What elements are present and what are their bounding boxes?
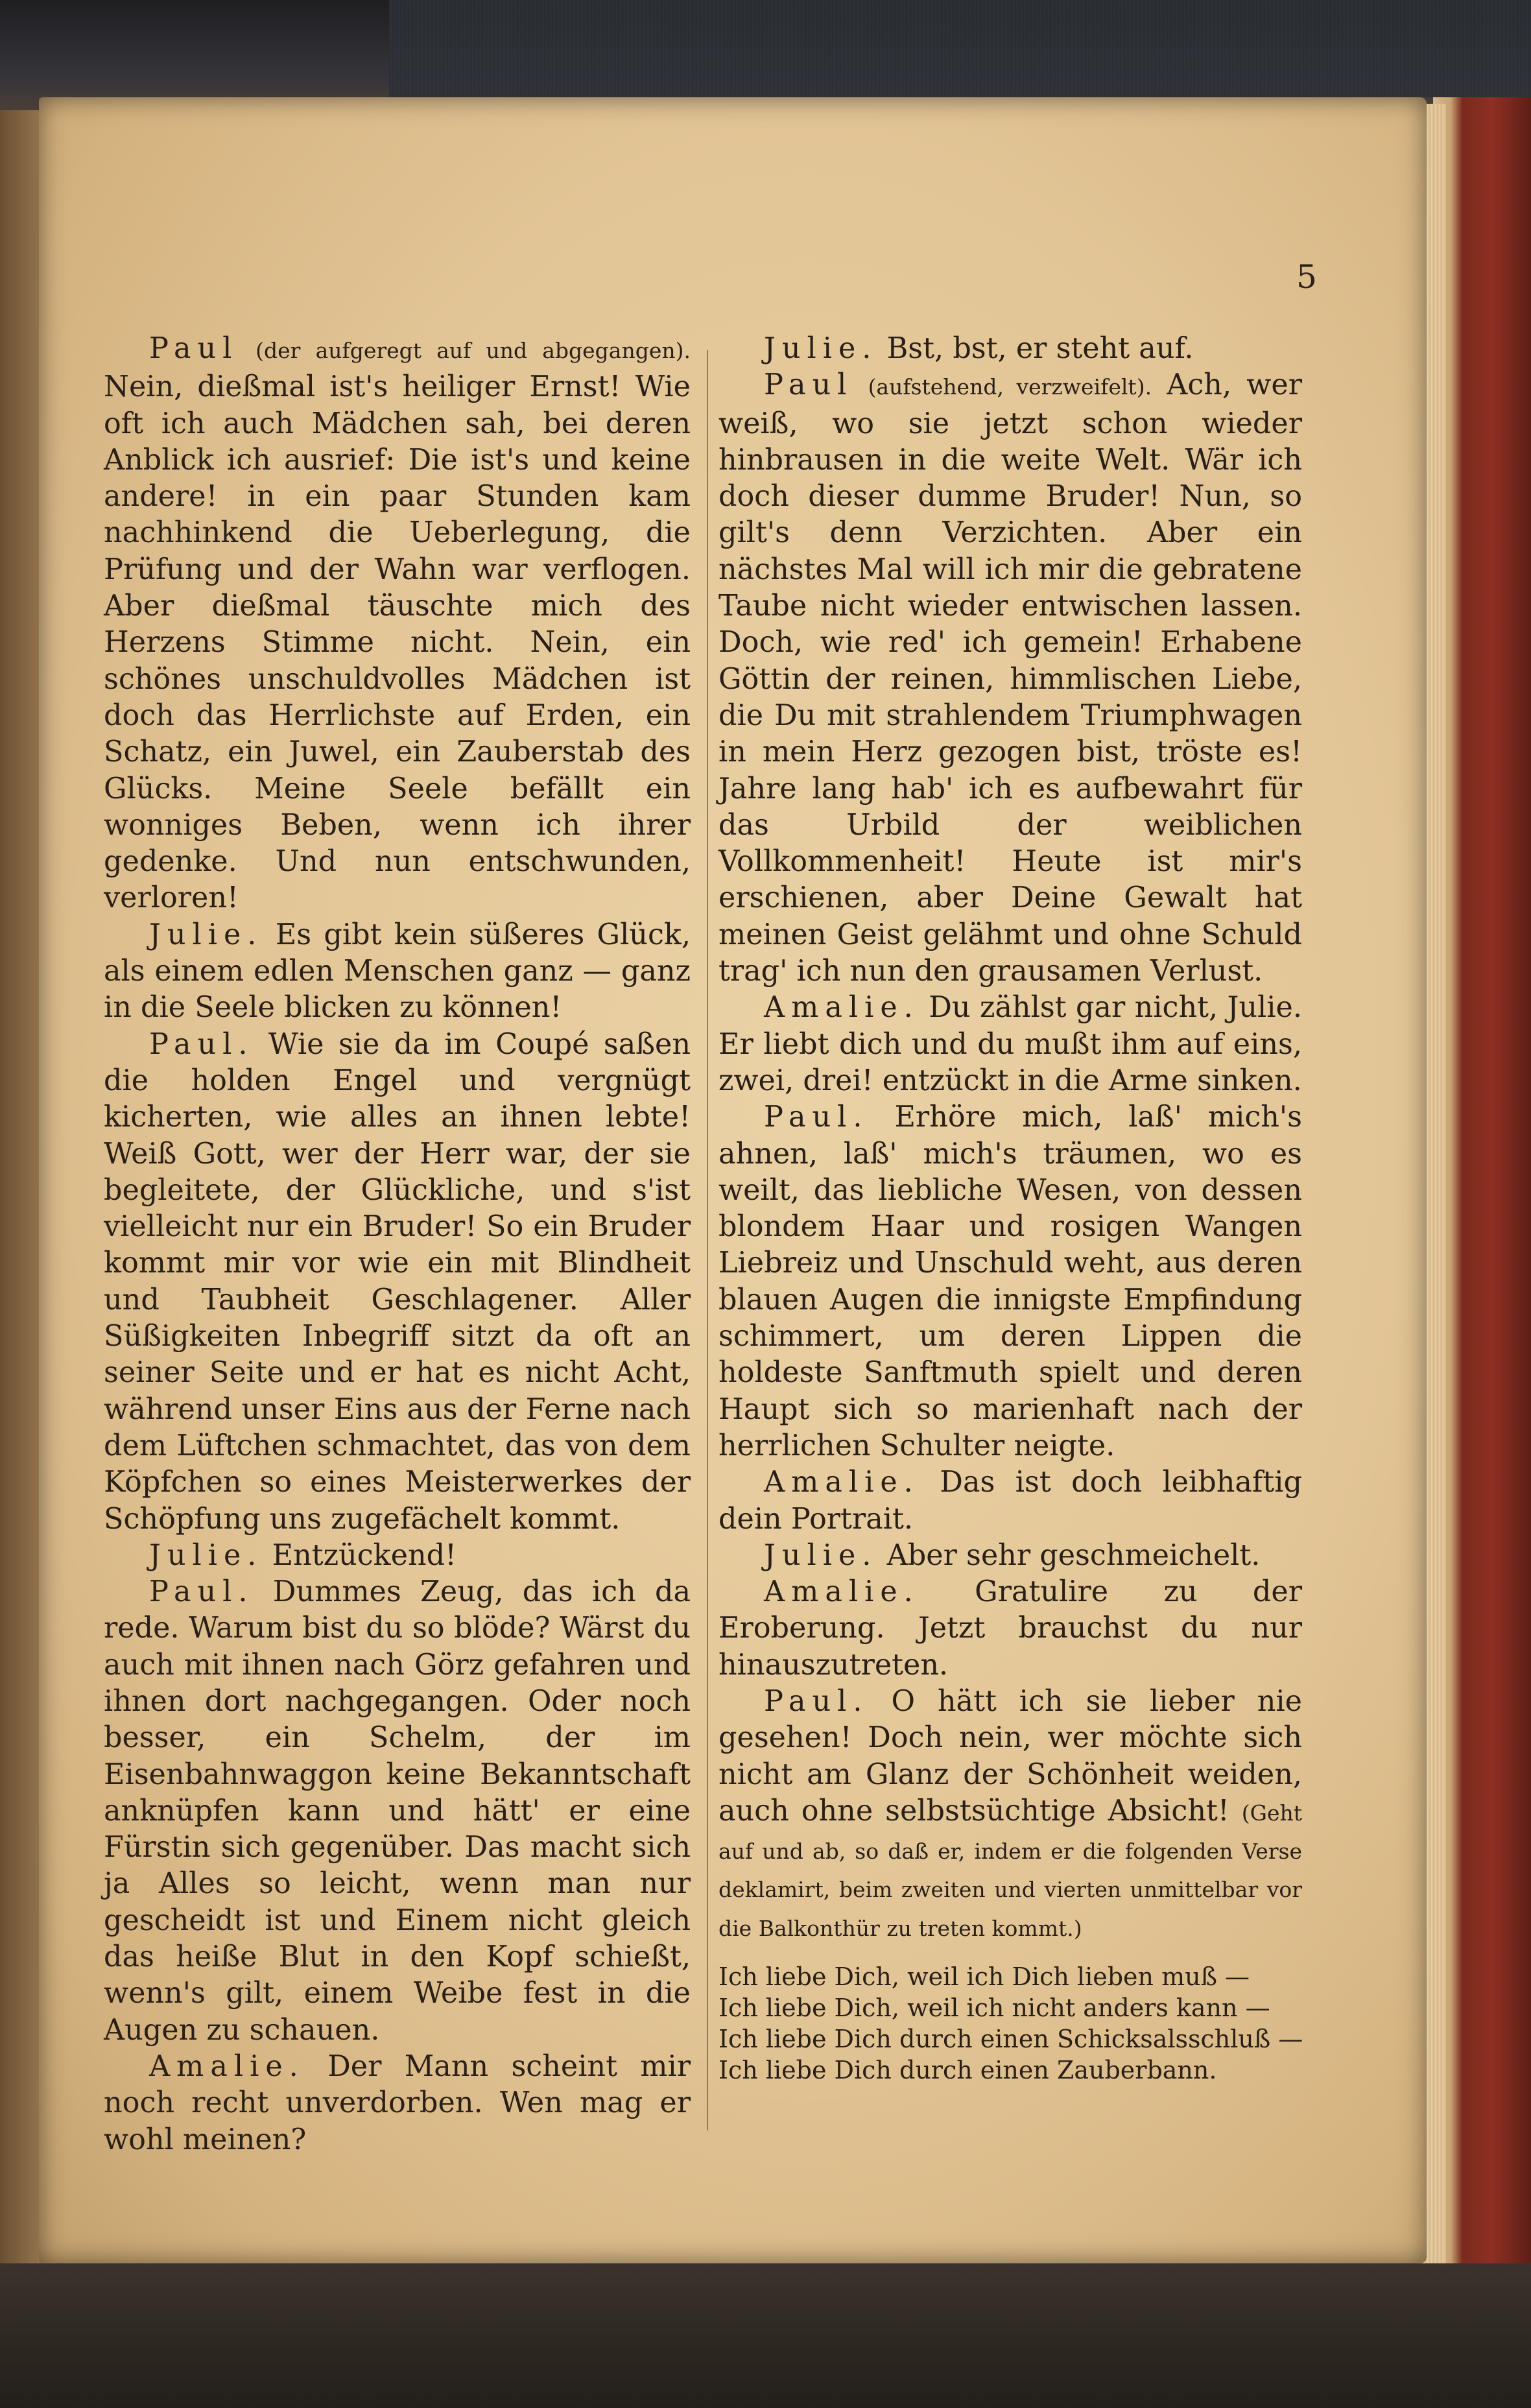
speaker: Paul [149, 332, 239, 365]
paragraph [718, 367, 1302, 990]
speaker: Paul. [149, 1575, 254, 1609]
book-edge [1433, 97, 1531, 2276]
paragraph [718, 1099, 1302, 1464]
stage-direction: (aufstehend, verzweifelt). [868, 374, 1152, 400]
cloth-texture [389, 0, 1531, 97]
speaker: Amalie. [149, 2049, 305, 2083]
speaker: Julie. [764, 1538, 878, 1572]
verse-block [718, 1961, 1302, 2086]
paragraph [104, 1538, 691, 1574]
paragraph [104, 1574, 691, 2049]
paragraph [104, 917, 691, 1027]
speaker: Paul. [149, 1027, 254, 1061]
column-divider [707, 350, 708, 2130]
paragraph [718, 1464, 1302, 1538]
dialogue: Es gibt kein süßeres Glück, als einem edlen Menschen ganz — ganz in die Seele blicken zu können! [104, 918, 691, 1025]
dialogue: Dummes Zeug, das ich da rede. Warum bist du so blöde? Wärst du auch mit ihnen nach Görz gefahren und ihnen dort nachgegangen. Oder noch besser, ein Schelm, der im Eisenbahnwaggon keine Bekanntschaft anknüpfen kann und hätt' er eine Fürstin sich gegenüber. Das macht sich ja Alles so leicht, wenn man nur gescheidt ist und Einem nicht gleich das heiße Blut in den Kopf schießt, wenn's gilt, einem Weibe fest in die Augen zu schauen. [104, 1575, 691, 2047]
paragraph [104, 331, 691, 917]
dialogue: Erhöre mich, laß' mich's ahnen, laß' mich's träumen, wo es weilt, das liebliche Wesen, von dessen blondem Haar und rosigen Wangen Liebreiz und Unschuld weht, aus deren blauen Augen die innigste Empfindung schimmert, um deren Lippen die holdeste Sanftmuth spielt und deren Haupt sich so marienhaft nach der herrlichen Schulter neigte. [718, 1101, 1302, 1462]
speaker: Julie. [149, 918, 263, 951]
verse-line: Ich liebe Dich durch einen Schicksalsschluß — [718, 2025, 1303, 2054]
speaker: Amalie. [764, 991, 920, 1025]
paragraph [718, 1574, 1302, 1684]
dialogue: Aber sehr geschmeichelt. [886, 1538, 1261, 1572]
dialogue: Ach, wer weiß, wo sie jetzt schon wieder hinbrausen in die weite Welt. Wär ich doch dieser dumme Bruder! Nun, so gilt's denn Verzichten. Aber ein nächstes Mal will ich mir die gebratene Taube nicht wieder entwischen lassen. Doch, wie red' ich gemein! Erhabene Göttin der reinen, himmlischen Liebe, die Du mit strahlendem Triumphwagen in mein Herz gezogen bist, tröste es! Jahre lang hab' ich es aufbewahrt für das Urbild der weiblichen Vollkommenheit! Heute ist mir's erschienen, aber Deine Gewalt hat meinen Geist gelähmt und ohne Schuld trag' ich nun den grausamen Verlust. [718, 368, 1302, 988]
right-column [718, 331, 1302, 2086]
dialogue: Das ist doch leibhaftig dein Portrait. [718, 1466, 1302, 1536]
speaker: Paul [764, 368, 853, 402]
verse-line: Ich liebe Dich durch einen Zauberbann. [718, 2056, 1217, 2085]
stage-direction: (der aufgeregt auf und abgegangen). [255, 338, 691, 363]
verse-line: Ich liebe Dich, weil ich Dich lieben muß — [718, 1962, 1250, 1992]
paragraph [718, 990, 1302, 1099]
left-column [104, 331, 691, 2158]
speaker: Paul. [764, 1684, 869, 1718]
paragraph [718, 1538, 1302, 1574]
stage-direction: (Geht auf und ab, so daß er, indem er die folgenden Verse deklamirt, beim zweiten und vierten unmittelbar vor die Balkonthür zu treten kommt.) [718, 1800, 1302, 1941]
page-number: 5 [1296, 258, 1317, 296]
dialogue: Gratulire zu der Eroberung. Jetzt brauchst du nur hinauszutreten. [718, 1575, 1302, 1682]
paragraph [104, 2049, 691, 2158]
paragraph [104, 1027, 691, 1538]
speaker: Julie. [764, 332, 878, 365]
speaker: Amalie. [764, 1575, 920, 1609]
speaker: Paul. [764, 1101, 869, 1134]
book-cover-top [0, 0, 1531, 110]
dialogue: Wie sie da im Coupé saßen die holden Engel und vergnügt kicherten, wie alles an ihnen lebte! Weiß Gott, wer der Herr war, der sie begleitete, der Glückliche, und s'ist vielleicht nur ein Bruder! So ein Bruder kommt mir vor wie ein mit Blindheit und Taubheit Geschlagener. Aller Süßigkeiten Inbegriff sitzt da oft an seiner Seite und er hat es nicht Acht, während unser Eins aus der Ferne nach dem Lüftchen schmachtet, das von dem Köpfchen so eines Meisterwerkes der Schöpfung uns zugefächelt kommt. [104, 1027, 691, 1536]
dialogue: Bst, bst, er steht auf. [886, 332, 1194, 365]
dialogue: Entzückend! [272, 1538, 457, 1572]
speaker: Amalie. [764, 1466, 920, 1499]
verse-line: Ich liebe Dich, weil ich nicht anders kann — [718, 1994, 1270, 2023]
dialogue: Nein, dießmal ist's heiliger Ernst! Wie oft ich auch Mädchen sah, bei deren Anblick ich ausrief: Die ist's und keine andere! in ein paar Stunden kam nachhinkend die Ueberlegung, die Prüfung und der Wahn war verflogen. Aber dießmal täuschte mich des Herzens Stimme nicht. Nein, ein schönes unschuldvolles Mädchen ist doch das Herrlichste auf Erden, ein Schatz, ein Juwel, ein Zauberstab des Glücks. Meine Seele befällt ein wonniges Beben, wenn ich ihrer gedenke. Und nun entschwunden, verloren! [104, 370, 691, 915]
dialogue: O hätt ich sie lieber nie gesehen! Doch nein, wer möchte sich nicht am Glanz der Schönheit weiden, auch ohne selbstsüchtige Absicht! [718, 1684, 1302, 1828]
paragraph [718, 331, 1302, 367]
speaker: Julie. [149, 1538, 263, 1572]
dialogue: Du zählst gar nicht, Julie. Er liebt dich und du mußt ihm auf eins, zwei, drei! entzückt in die Arme sinken. [718, 991, 1302, 1097]
dialogue: Der Mann scheint mir noch recht unverdorben. Wen mag er wohl meinen? [104, 2049, 691, 2156]
paragraph [718, 1684, 1302, 1947]
bottom-shadow [0, 2263, 1531, 2408]
